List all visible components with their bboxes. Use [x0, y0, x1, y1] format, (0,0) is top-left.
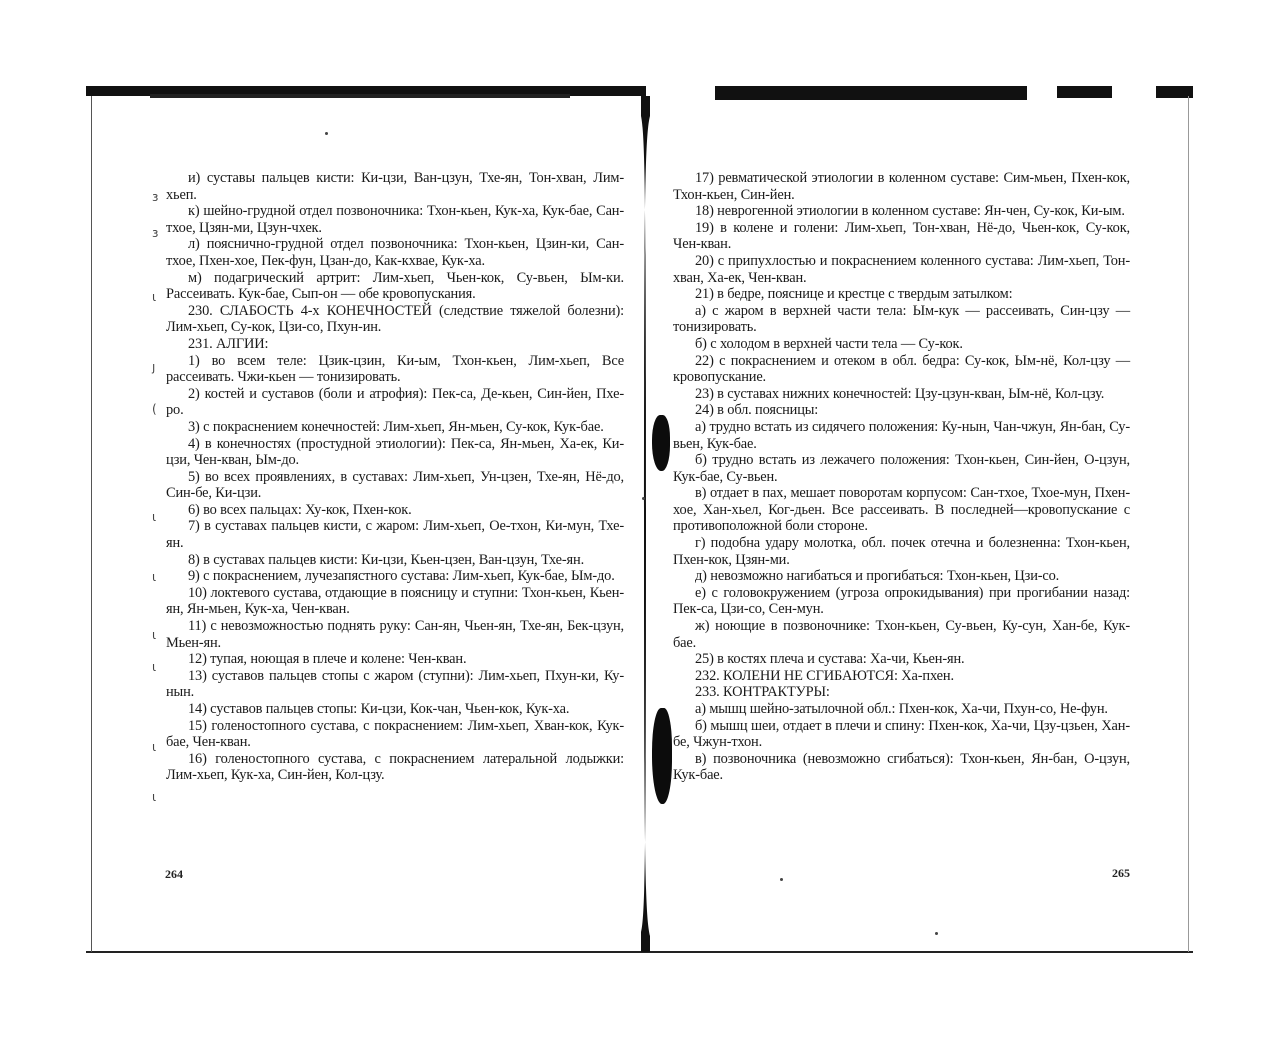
- text-paragraph: 21) в бедре, пояснице и крестце с твердым затылком:: [695, 286, 1013, 303]
- text-paragraph: м) подагрический артрит: Лим-хьеп, Чьен-кок, Су-вьен, Ым-ки. Рассеивать. Кук-бае, Сып-он — обе кровопускания.: [166, 269, 624, 303]
- text-paragraph: 24) в обл. поясницы:: [695, 402, 819, 419]
- text-paragraph: в) отдает в пах, мешает поворотам корпусом: Сан-тхое, Тхое-мун, Пхен-хое, Хан-хьел, Ког-дьен. Все рассеивать. В последней—кровопускание с противоположной боли стороне.: [673, 485, 1130, 535]
- text-paragraph: г) подобна удару молотка, обл. почек отечна и болезненна: Тхон-кьен, Пхен-кок, Цзян-ми.: [673, 535, 1130, 568]
- text-paragraph: 8) в суставах пальцев кисти: Ки-цзи, Кьен-цзен, Ван-цзун, Тхе-ян.: [188, 551, 585, 568]
- text-paragraph: 7) в суставах пальцев кисти, с жаром: Лим-хьеп, Ое-тхон, Ки-мун, Тхе-ян.: [166, 518, 624, 552]
- scan-top-edge-right-fragment: [1057, 86, 1112, 98]
- text-paragraph: а) мышц шейно-затылочной обл.: Пхен-кок, Ха-чи, Пхун-со, Не-фун.: [695, 701, 1108, 717]
- text-paragraph: 11) с невозможностью поднять руку: Сан-ян, Чьен-ян, Тхе-ян, Бек-цзун, Мьен-ян.: [166, 618, 624, 651]
- text-paragraph: 1) во всем теле: Цзик-цзин, Ки-ым, Тхон-кьен, Лим-хьеп, Все рассеивать. Чжи-кьен — тонизировать.: [166, 352, 624, 386]
- text-paragraph: 20) с припухлостью и покраснением коленного сустава: Лим-хьеп, Тон-хван, Ха-ек, Чен-кван.: [673, 252, 1130, 286]
- scan-bottom-edge: [86, 951, 1193, 953]
- text-paragraph: к) шейно-грудной отдел позвоночника: Тхон-кьен, Кук-ха, Кук-бае, Сан-тхое, Цзян-ми, Цзун-чхек.: [166, 203, 624, 236]
- text-paragraph: б) мышц шеи, отдает в плечи и спину: Пхен-кок, Ха-чи, Цзу-цзьен, Хан-бе, Чжун-тхон.: [673, 717, 1130, 751]
- dust-speck: [780, 878, 783, 881]
- section-heading: 230. СЛАБОСТЬ 4-х КОНЕЧНОСТЕЙ (следствие тяжелой болезни): Лим-хьеп, Су-кок, Цзи-со, Пхун-ин.: [166, 302, 624, 336]
- text-paragraph: 6) во всех пальцах: Ху-кок, Пхен-кок.: [188, 501, 412, 518]
- text-paragraph: в) позвоночника (невозможно сгибаться): Тхон-кьен, Ян-бан, О-цзун, Кук-бае.: [673, 750, 1130, 784]
- text-paragraph: 16) голеностопного сустава, с покраснением латеральной лодыжки: Лим-хьеп, Кук-ха, Син-йен, Кол-цзу.: [166, 750, 624, 784]
- text-paragraph: 9) с покраснением, лучезапястного сустава: Лим-хьеп, Кук-бае, Ым-до.: [188, 568, 615, 585]
- right-page-number: 265: [1112, 866, 1130, 880]
- text-paragraph: а) трудно встать из сидячего положения: Ку-нын, Чан-чжун, Ян-бан, Су-вьен, Кук-бае.: [673, 418, 1130, 452]
- text-paragraph: д) невозможно нагибаться и прогибаться: Тхон-кьен, Цзи-со.: [695, 568, 1060, 585]
- section-heading: 233. КОНТРАКТУРЫ:: [695, 684, 830, 701]
- text-paragraph: 25) в костях плеча и сустава: Ха-чи, Кьен-ян.: [695, 651, 965, 668]
- text-paragraph: 4) в конечностях (простудной этиологии): Пек-са, Ян-мьен, Ха-ек, Ки-цзи, Чен-кван, Ым-до.: [166, 435, 624, 469]
- right-page: [673, 170, 1130, 784]
- text-paragraph: и) суставы пальцев кисти: Ки-цзи, Ван-цзун, Тхе-ян, Тон-хван, Лим-хьеп.: [166, 170, 624, 203]
- text-paragraph: б) с холодом в верхней части тела — Су-кок.: [695, 335, 963, 352]
- text-paragraph: 13) суставов пальцев стопы с жаром (ступни): Лим-хьеп, Пхун-ки, Ку-нын.: [166, 667, 624, 701]
- ink-blot-mark: [652, 708, 672, 804]
- dust-speck: [325, 132, 328, 135]
- section-heading: 232. КОЛЕНИ НЕ СГИБАЮТСЯ: Ха-пхен.: [695, 667, 954, 684]
- left-margin-marks: ɜ ɜ ɩ ȷ ( ɩ ɩ ɩ ɩ ɩ ɩ: [152, 190, 159, 804]
- text-paragraph: 23) в суставах нижних конечностей: Цзу-цзун-кван, Ым-нё, Кол-цзу.: [695, 385, 1105, 402]
- text-paragraph: 10) локтевого сустава, отдающие в поясницу и ступни: Тхон-кьен, Кьен-ян, Ян-мьен, Кук-ха, Чен-кван.: [166, 584, 624, 618]
- ink-blot-mark: [652, 415, 670, 471]
- text-paragraph: ж) ноющие в позвоночнике: Тхон-кьен, Су-вьен, Ку-сун, Хан-бе, Кук-бае.: [673, 618, 1130, 651]
- left-page: [166, 170, 624, 784]
- gutter-shadow-graphic: [641, 96, 650, 952]
- text-paragraph: 19) в колене и голени: Лим-хьеп, Тон-хван, Нё-до, Чьен-кок, Су-кок, Чен-кван.: [673, 219, 1130, 253]
- scan-top-edge-left-shadow: [150, 94, 570, 98]
- text-paragraph: 14) суставов пальцев стопы: Ки-цзи, Кок-чан, Чьен-кок, Кук-ха.: [188, 701, 570, 717]
- text-paragraph: 22) с покраснением и отеком в обл. бедра: Су-кок, Ым-нё, Кол-цзу — кровопускание.: [673, 352, 1130, 386]
- left-page-edge: [91, 96, 92, 952]
- text-paragraph: 5) во всех проявлениях, в суставах: Лим-хьеп, Ун-цзен, Тхе-ян, Нё-до, Син-бе, Ки-цзи.: [166, 468, 624, 502]
- text-paragraph: 18) неврогенной этиологии в коленном суставе: Ян-чен, Су-кок, Ки-ым.: [695, 203, 1125, 220]
- right-page-edge: [1188, 96, 1189, 952]
- dust-speck: [642, 497, 645, 500]
- text-paragraph: л) пояснично-грудной отдел позвоночника: Тхон-кьен, Цзин-ки, Сан-тхое, Пхен-хое, Пек-фун, Цзан-до, Как-кхвае, Кук-ха.: [166, 236, 624, 269]
- text-paragraph: 15) голеностопного сустава, с покраснением: Лим-хьеп, Хван-кок, Кук-бае, Чен-кван.: [166, 717, 624, 751]
- section-heading: 231. АЛГИИ:: [188, 335, 269, 352]
- left-page-number: 264: [165, 867, 183, 881]
- dust-speck: [935, 932, 938, 935]
- text-paragraph: 2) костей и суставов (боли и атрофия): Пек-са, Де-кьен, Син-йен, Пхе-ро.: [166, 385, 624, 419]
- text-paragraph: 12) тупая, ноющая в плече и колене: Чен-кван.: [188, 651, 467, 668]
- scan-top-edge-right: [715, 86, 1027, 100]
- text-paragraph: 3) с покраснением конечностей: Лим-хьеп, Ян-мьен, Су-кок, Кук-бае.: [188, 418, 604, 435]
- text-paragraph: 17) ревматической этиологии в коленном суставе: Сим-мьен, Пхен-кок, Тхон-кьен, Син-йен.: [673, 170, 1130, 203]
- text-paragraph: е) с головокружением (угроза опрокидывания) при прогибании назад: Пек-са, Цзи-со, Сен-мун.: [673, 584, 1130, 618]
- text-paragraph: а) с жаром в верхней части тела: Ым-кук — рассеивать, Син-цзу — тонизировать.: [673, 302, 1130, 336]
- book-spine-gutter: [641, 96, 650, 952]
- text-paragraph: б) трудно встать из лежачего положения: Тхон-кьен, Син-йен, О-цзун, Кук-бае, Су-вьен.: [673, 452, 1130, 485]
